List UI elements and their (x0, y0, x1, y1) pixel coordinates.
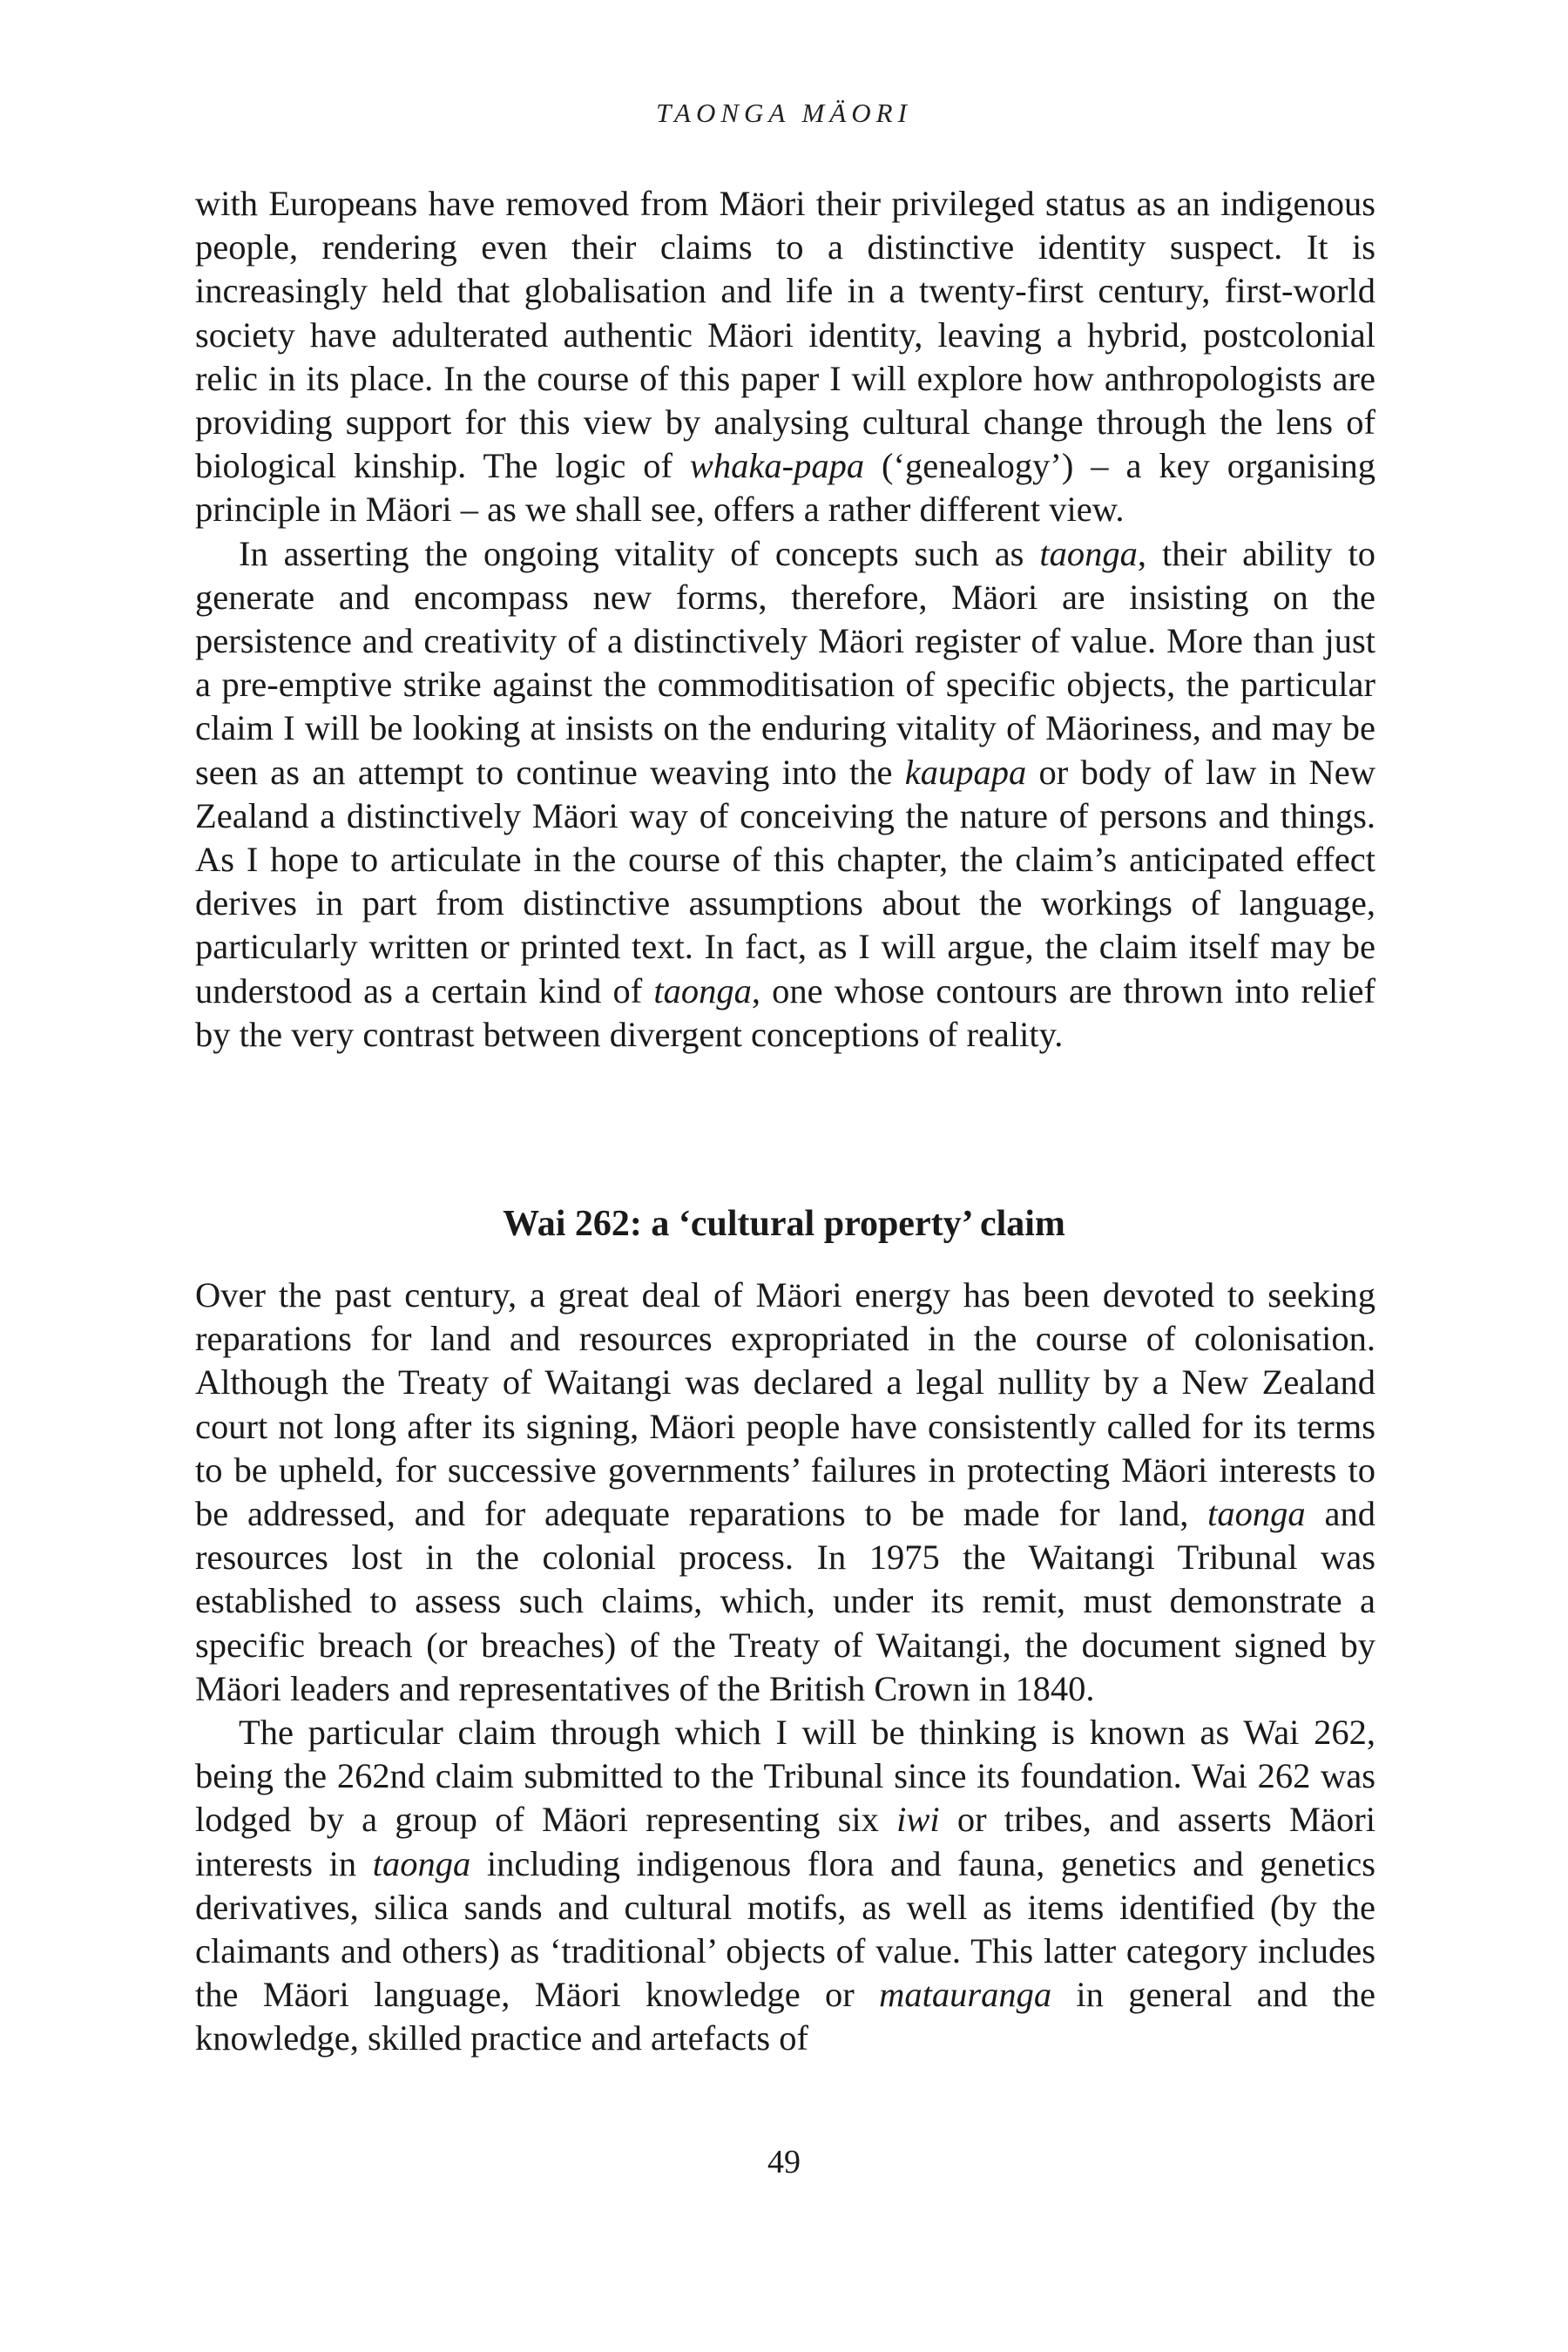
italic-term: taonga (1039, 533, 1138, 573)
text-run: and resources lost in the colonial process. In 1975 the Waitangi Tribunal was established to assess such claims, which, under its remit, must demonstrate a specific breach (or breaches) of the Treaty of Waitangi, the document signed by Mäori leaders and representatives of the British Crown in 1840. (195, 1494, 1375, 1708)
text-run: or tribes, and asserts Mäori interests in (195, 1800, 1375, 1883)
italic-term: taonga (1207, 1494, 1306, 1534)
text-run: The particular claim through which I will be thinking is known as Wai 262, being the 262nd claim submitted to the Tribunal since its foundation. Wai 262 was lodged by a group of Mäori representing six (195, 1713, 1375, 1840)
text-run: , their ability to generate and encompass new forms, therefore, Mäori are insisting on the persistence and creativity of a distinctively Mäori register of value. More than just a pre-emptive strike against the commoditisation of specific objects, the particular claim I will be looking at insists on the enduring vitality of Mäoriness, and may be seen as an attempt to continue weaving into the (195, 533, 1375, 792)
italic-term: taonga (653, 970, 752, 1010)
paragraph (195, 182, 1375, 532)
running-head: TAONGA MÄORI (656, 98, 912, 128)
italic-term: kaupapa (904, 752, 1027, 792)
text-run: with Europeans have removed from Mäori their privileged status as an indigenous people, rendering even their claims to a distinctive identity suspect. It is increasingly held that globalisation and life in a twenty-first century, first-world society have adulterated authentic Mäori identity, leaving a hybrid, postcolonial relic in its place. In the course of this paper I will explore how anthropologists are providing support for this view by analysing cultural change through the lens of biological kinship. The logic of (195, 184, 1375, 486)
italic-term: matauranga (879, 1975, 1052, 2015)
body-text-section-1 (195, 182, 1375, 1057)
section-heading: Wai 262: a ‘cultural property’ claim (503, 1204, 1065, 1244)
text-run: , one whose contours are thrown into relief by the very contrast between divergent conceptions of reality. (195, 970, 1375, 1054)
text-run: including indigenous flora and fauna, genetics and genetics derivatives, silica sands and cultural motifs, as well as items identified (by the claimants and others) as ‘traditional’ objects of value. This latter category includes the Mäori language, Mäori knowledge or (195, 1843, 1375, 2015)
italic-term: whaka-papa (689, 446, 865, 486)
text-run: or body of law in New Zealand a distinctively Mäori way of conceiving the nature of persons and things. As I hope to articulate in the course of this chapter, the claim’s anticipated effect derives in part from distinctive assumptions about the workings of language, particularly written or printed text. In fact, as I will argue, the claim itself may be understood as a certain kind of (195, 752, 1375, 1010)
italic-term: iwi (896, 1800, 940, 1840)
text-run: (‘genealogy’) – a key organising principle in Mäori – as we shall see, offers a rather different view. (195, 446, 1375, 530)
paragraph (195, 1274, 1375, 1711)
page-number: 49 (767, 2144, 801, 2180)
text-run: In asserting the ongoing vitality of concepts such as (239, 533, 1040, 573)
body-text-section-2 (195, 1274, 1375, 2061)
paragraph (195, 532, 1375, 1057)
italic-term: taonga (372, 1843, 471, 1883)
text-run: Over the past century, a great deal of Mäori energy has been devoted to seeking reparations for land and resources expropriated in the course of colonisation. Although the Treaty of Waitangi was declared a legal nullity by a New Zealand court not long after its signing, Mäori people have consistently called for its terms to be upheld, for successive governments’ failures in protecting Mäori interests to be addressed, and for adequate reparations to be made for land, (195, 1275, 1375, 1534)
paragraph (195, 1711, 1375, 2061)
text-run: in general and the knowledge, skilled practice and artefacts of (195, 1975, 1375, 2058)
